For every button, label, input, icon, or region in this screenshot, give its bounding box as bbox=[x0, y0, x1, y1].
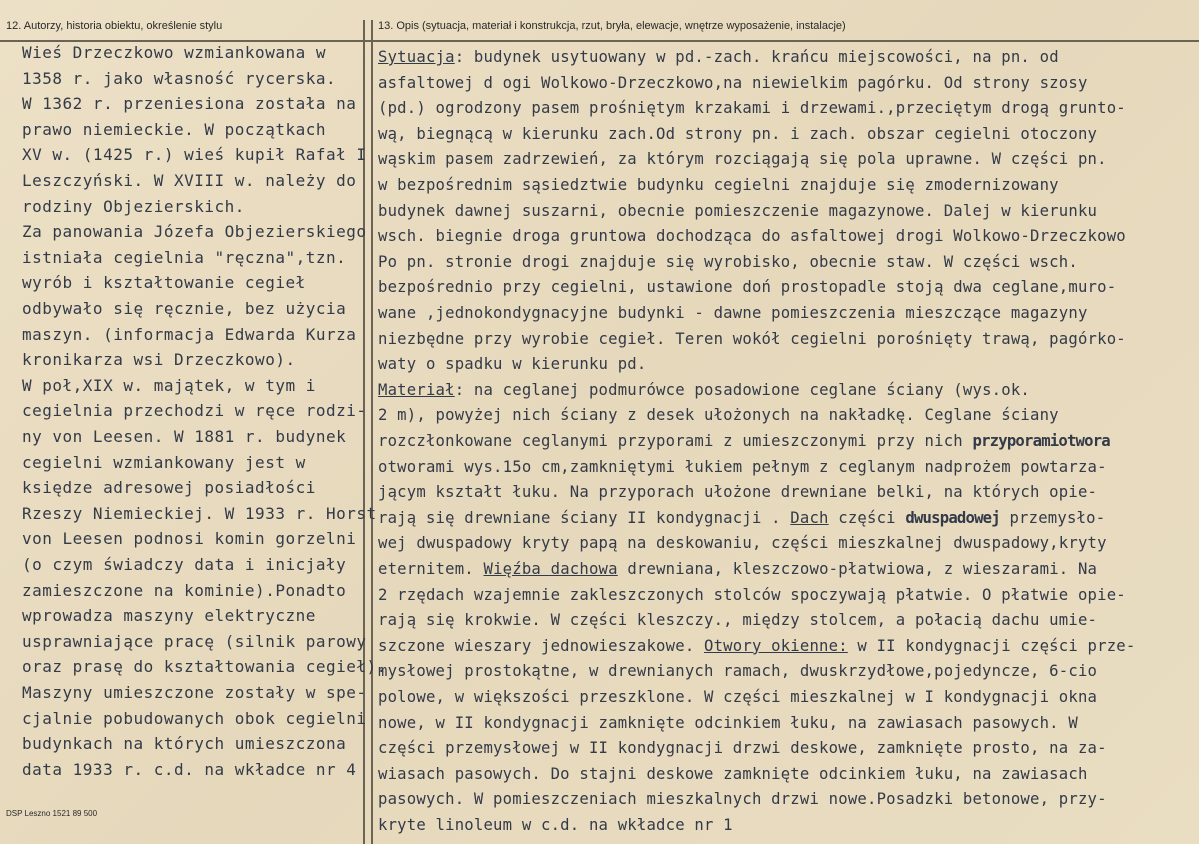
description-line: w bezpośrednim sąsiedztwie budynku cegielni znajduje się zmodernizowany bbox=[378, 176, 1059, 194]
description-line: polowe, w większości przeszklone. W części mieszkalnej w I kondygnacji okna bbox=[378, 688, 1098, 706]
struck-out-text: dwuspadowej bbox=[905, 508, 1000, 527]
history-line: cjalnie pobudowanych obok cegielni bbox=[22, 708, 367, 728]
header-left: 12. Autorzy, historia obiektu, określenie stylu bbox=[6, 20, 223, 32]
description-line: wąskim pasem zadrzewień, za którym rozciągają się pola uprawne. W części pn. bbox=[378, 150, 1107, 169]
description-line: eternitem. Więźba dachowa drewniana, kleszczowo-płatwiowa, z wieszarami. Na bbox=[378, 560, 1098, 578]
history-line: zamieszczone na kominie).Ponadto bbox=[22, 580, 347, 600]
section-heading: Materiał bbox=[378, 380, 455, 399]
history-line: księdze adresowej posiadłości bbox=[22, 478, 316, 498]
description-line: Sytuacja: budynek usytuowany w pd.-zach. krańcu miejscowości, na pn. od bbox=[378, 48, 1059, 66]
description-line: 2 rzędach wzajemnie zakleszczonych stolców spoczywają płatwie. O płatwie opie- bbox=[378, 585, 1126, 604]
description-line: bezpośrednio przy cegielni, ustawione doń prostopadle stoją dwa ceglane,muro- bbox=[378, 278, 1117, 297]
description-line: nowe, w II kondygnacji zamknięte odcinkiem łuku, na zawiasach pasowych. W bbox=[378, 713, 1078, 732]
history-line: data 1933 r. c.d. na wkładce nr 4 bbox=[22, 759, 357, 779]
history-line: Rzeszy Niemieckiej. W 1933 r. Horst bbox=[22, 503, 377, 523]
history-line: (o czym świadczy data i inicjały bbox=[22, 555, 347, 574]
history-line: prawo niemieckie. W początkach bbox=[22, 119, 326, 139]
description-line: wą, biegnącą w kierunku zach.Od strony pn. i zach. obszar cegielni otoczony bbox=[378, 124, 1098, 143]
history-line: oraz prasę do kształtowania cegieł). bbox=[22, 657, 387, 677]
description-line: Po pn. stronie drogi znajduje się wyrobisko, obecnie staw. W części wsch. bbox=[378, 252, 1078, 271]
history-line: cegielni wzmiankowany jest w bbox=[22, 452, 306, 472]
history-line: budynkach na których umieszczona bbox=[22, 734, 347, 754]
description-line: wsch. biegnie droga gruntowa dochodząca do asfaltowej drogi Wolkowo-Drzeczkowo bbox=[378, 227, 1126, 246]
history-line: istniała cegielnia "ręczna",tzn. bbox=[22, 247, 347, 267]
history-line: ny von Leesen. W 1881 r. budynek bbox=[22, 427, 347, 446]
description-line: Materiał: na ceglanej podmurówce posadowione ceglane ściany (wys.ok. bbox=[378, 380, 1031, 399]
column-divider-2 bbox=[371, 20, 373, 844]
history-line: Leszczyński. W XVIII w. należy do bbox=[22, 171, 357, 190]
header-divider bbox=[0, 40, 1199, 42]
section-heading: Sytuacja bbox=[378, 48, 455, 66]
description-line: rają się krokwie. W części kleszczy., między stolcem, a połacią dachu umie- bbox=[378, 611, 1098, 630]
history-line: wprowadza maszyny elektryczne bbox=[22, 606, 316, 626]
history-line: odbywało się ręcznie, bez użycia bbox=[22, 299, 347, 318]
description-line: mysłowej prostokątne, w drewnianych ramach, dwuskrzydłowe,pojedyncze, 6-cio bbox=[378, 662, 1098, 681]
history-line: wyrób i kształtowanie cegieł bbox=[22, 273, 306, 293]
description-line: kryte linoleum w c.d. na wkładce nr 1 bbox=[378, 816, 733, 834]
description-line: jącym kształt łuku. Na przyporach ułożone drewniane belki, na których opie- bbox=[378, 483, 1098, 502]
description-line: otworami wys.15o cm,zamkniętymi łukiem pełnym z ceglanym nadprożem powtarza- bbox=[378, 457, 1107, 476]
description-line: rozczłonkowane ceglanymi przyporami z umieszczonymi przy nich przyporamiotwora bbox=[378, 432, 1110, 450]
description-line: (pd.) ogrodzony pasem prośniętym krzakami i drzewami.,przeciętym drogą grunto- bbox=[378, 99, 1126, 118]
description-line: asfaltowej d ogi Wolkowo-Drzeczkowo,na niewielkim pagórku. Od strony szosy bbox=[378, 73, 1088, 92]
history-line: XV w. (1425 r.) wieś kupił Rafał I bbox=[22, 145, 367, 165]
description-line: 2 m), powyżej nich ściany z desek ułożonych na nakładkę. Ceglane ściany bbox=[378, 406, 1059, 425]
description-line: rają się drewniane ściany II kondygnacji . Dach części dwuspadowej przemysło- bbox=[378, 508, 1106, 527]
history-line: W 1362 r. przeniesiona została na bbox=[22, 94, 357, 114]
section-heading: Dach bbox=[790, 508, 829, 527]
history-line: cegielnia przechodzi w ręce rodzi- bbox=[22, 401, 367, 421]
history-line: kronikarza wsi Drzeczkowo). bbox=[22, 350, 296, 370]
section-heading: Więźba dachowa bbox=[483, 560, 618, 578]
history-line: usprawniające pracę (silnik parowy bbox=[22, 631, 367, 651]
history-line: Za panowania Józefa Objezierskiego bbox=[22, 222, 367, 242]
history-line: rodziny Objezierskich. bbox=[22, 196, 245, 216]
description-line: części przemysłowej w II kondygnacji drzwi deskowe, zamknięte prosto, na za- bbox=[378, 739, 1107, 758]
history-line: maszyn. (informacja Edwarda Kurza bbox=[22, 324, 357, 344]
history-line: Maszyny umieszczone zostały w spe- bbox=[22, 683, 367, 702]
description-line: wej dwuspadowy kryty papą na deskowaniu, części mieszkalnej dwuspadowy,kryty bbox=[378, 534, 1107, 553]
description-line: wiasach pasowych. Do stajni deskowe zamknięte odcinkiem łuku, na zawiasach bbox=[378, 764, 1088, 783]
history-line: W poł,XIX w. majątek, w tym i bbox=[22, 375, 316, 395]
description-line: waty o spadku w kierunku pd. bbox=[378, 355, 647, 374]
description-line: niezbędne przy wyrobie cegieł. Teren wokół cegielni porośnięty trawą, pagórko- bbox=[378, 329, 1126, 348]
description-line: szczone wieszary jednowieszakowe. Otwory okienne: w II kondygnacji części prze- bbox=[378, 636, 1136, 655]
history-line: von Leesen podnosi komin gorzelni bbox=[22, 529, 357, 549]
history-line: 1358 r. jako własność rycerska. bbox=[22, 68, 337, 88]
header-right: 13. Opis (sytuacja, materiał i konstrukcja, rzut, bryła, elewacje, wnętrze wyposażenie, instalacje) bbox=[378, 20, 846, 32]
description-line: budynek dawnej suszarni, obecnie pomieszczenie magazynowe. Dalej w kierunku bbox=[378, 201, 1098, 220]
history-line: Wieś Drzeczkowo wzmiankowana w bbox=[22, 43, 326, 62]
struck-out-text: przyporamiotwora bbox=[972, 432, 1110, 450]
section-heading: Otwory okienne: bbox=[704, 636, 848, 655]
description-line: pasowych. W pomieszczeniach mieszkalnych drzwi nowe.Posadzki betonowe, przy- bbox=[378, 790, 1107, 809]
printer-imprint: DSP Leszno 1521 89 500 bbox=[6, 809, 98, 818]
description-line: wane ,jednokondygnacyjne budynki - dawne pomieszczenia mieszczące magazyny bbox=[378, 304, 1088, 322]
